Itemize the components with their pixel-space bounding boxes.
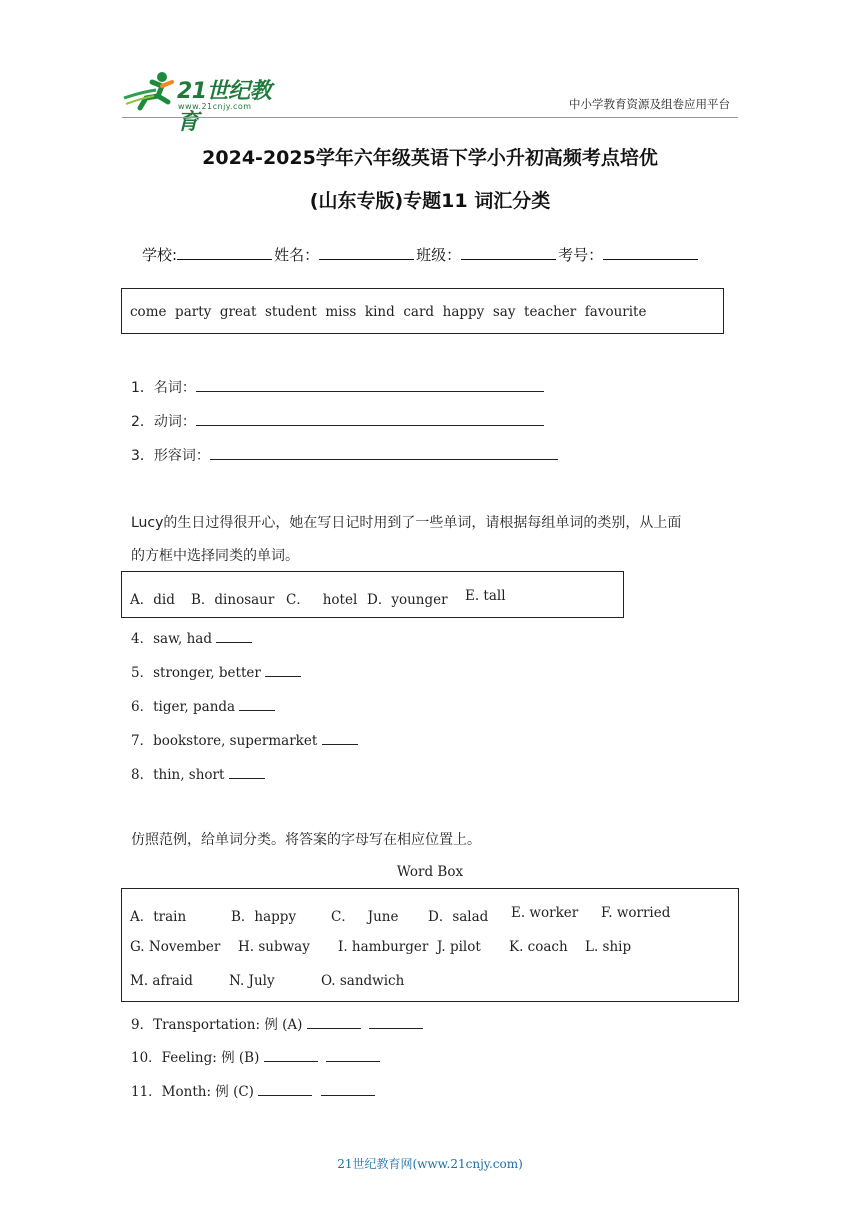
answer-line-1[interactable] (196, 379, 544, 392)
word-g: G. November (130, 939, 221, 955)
answer-line-6[interactable] (239, 698, 275, 711)
question-6 (131, 695, 275, 715)
school-blank[interactable] (177, 245, 272, 260)
word-box-3 (121, 888, 739, 1002)
option-a: A．did (130, 592, 175, 608)
name-label: 姓名： (274, 246, 320, 264)
instruction-3: 仿照范例，给单词分类。将答案的字母写在相应位置上。 (131, 832, 481, 848)
word-f: F. worried (601, 905, 671, 921)
question-3 (131, 445, 558, 465)
question-10-text: 10．Feeling: 例 (B) (131, 1050, 260, 1066)
option-b: B．dinosaur (191, 592, 275, 608)
page-title: 2024-2025学年六年级英语下学小升初高频考点培优 (202, 147, 658, 169)
question-2-label: 2．动词： (131, 414, 196, 430)
logo (122, 68, 292, 135)
answer-line-8[interactable] (229, 766, 265, 779)
school-label: 学校: (142, 246, 178, 264)
logo-text: 21世纪教育 (177, 79, 272, 135)
question-8-text: 8．thin, short (131, 767, 225, 783)
platform-label: 中小学教育资源及组卷应用平台 (569, 97, 730, 111)
instruction-2-line1: Lucy的生日过得很开心，她在写日记时用到了一些单词，请根据每组单词的类别，从上面 (131, 515, 682, 531)
word-e: E. worker (511, 905, 579, 921)
word-box-1 (121, 288, 724, 334)
runner-logo-icon (122, 68, 178, 112)
question-5 (131, 661, 301, 681)
class-label: 班级： (416, 246, 462, 264)
instruction-2-line2: 的方框中选择同类的单词。 (131, 548, 299, 564)
word-d: D．salad (428, 909, 489, 925)
option-d: D．younger (367, 592, 448, 608)
question-2 (131, 411, 544, 431)
question-11-text: 11．Month: 例 (C) (131, 1084, 254, 1100)
answer-line-2[interactable] (196, 413, 544, 426)
question-3-label: 3．形容词： (131, 448, 210, 464)
page-subtitle: (山东专版)专题11 词汇分类 (309, 190, 551, 212)
answer-line-7[interactable] (322, 732, 358, 745)
word-box-title: Word Box (396, 864, 464, 880)
question-9-text: 9．Transportation: 例 (A) (131, 1017, 303, 1033)
answer-line-9a[interactable] (307, 1016, 361, 1029)
question-11 (131, 1080, 375, 1100)
question-6-text: 6．tiger, panda (131, 699, 236, 715)
word-a: A．train (130, 909, 187, 925)
word-b: B．happy (231, 909, 297, 925)
number-label: 考号： (558, 246, 604, 264)
answer-line-10a[interactable] (264, 1049, 318, 1062)
question-7-text: 7．bookstore, supermarket (131, 733, 318, 749)
footer-link[interactable]: 21世纪教育网(www.21cnjy.com) (337, 1157, 523, 1171)
question-1 (131, 377, 544, 397)
header-divider (122, 117, 738, 118)
question-1-label: 1．名词： (131, 380, 196, 396)
class-blank[interactable] (461, 245, 556, 260)
question-7 (131, 729, 358, 749)
answer-line-10b[interactable] (326, 1049, 380, 1062)
word-l: L. ship (585, 939, 632, 955)
question-5-text: 5．stronger, better (131, 665, 261, 681)
word-i: I. hamburger (338, 939, 429, 955)
word-h: H. subway (238, 939, 310, 955)
number-blank[interactable] (603, 245, 698, 260)
question-8 (131, 763, 265, 783)
name-blank[interactable] (319, 245, 414, 260)
answer-line-9b[interactable] (369, 1016, 423, 1029)
option-e: E. tall (465, 588, 506, 604)
answer-line-3[interactable] (210, 447, 558, 460)
answer-line-11b[interactable] (321, 1083, 375, 1096)
word-n: N. July (229, 973, 275, 989)
answer-line-5[interactable] (265, 664, 301, 677)
question-9 (131, 1013, 423, 1033)
word-c: C． June (331, 909, 399, 925)
option-box-2 (121, 571, 624, 618)
option-c: C． hotel (286, 592, 358, 608)
word-k: K. coach (509, 939, 568, 955)
question-4 (131, 627, 252, 647)
word-j: J. pilot (437, 939, 481, 955)
answer-line-4[interactable] (216, 630, 252, 643)
answer-line-11a[interactable] (258, 1083, 312, 1096)
info-row (142, 244, 700, 265)
word-o: O. sandwich (321, 973, 405, 989)
word-m: M. afraid (130, 973, 193, 989)
question-4-text: 4．saw, had (131, 631, 212, 647)
logo-url: www.21cnjy.com (178, 102, 252, 111)
question-10 (131, 1046, 380, 1066)
word-box-1-text: come party great student miss kind card happy say teacher favourite (130, 304, 647, 320)
